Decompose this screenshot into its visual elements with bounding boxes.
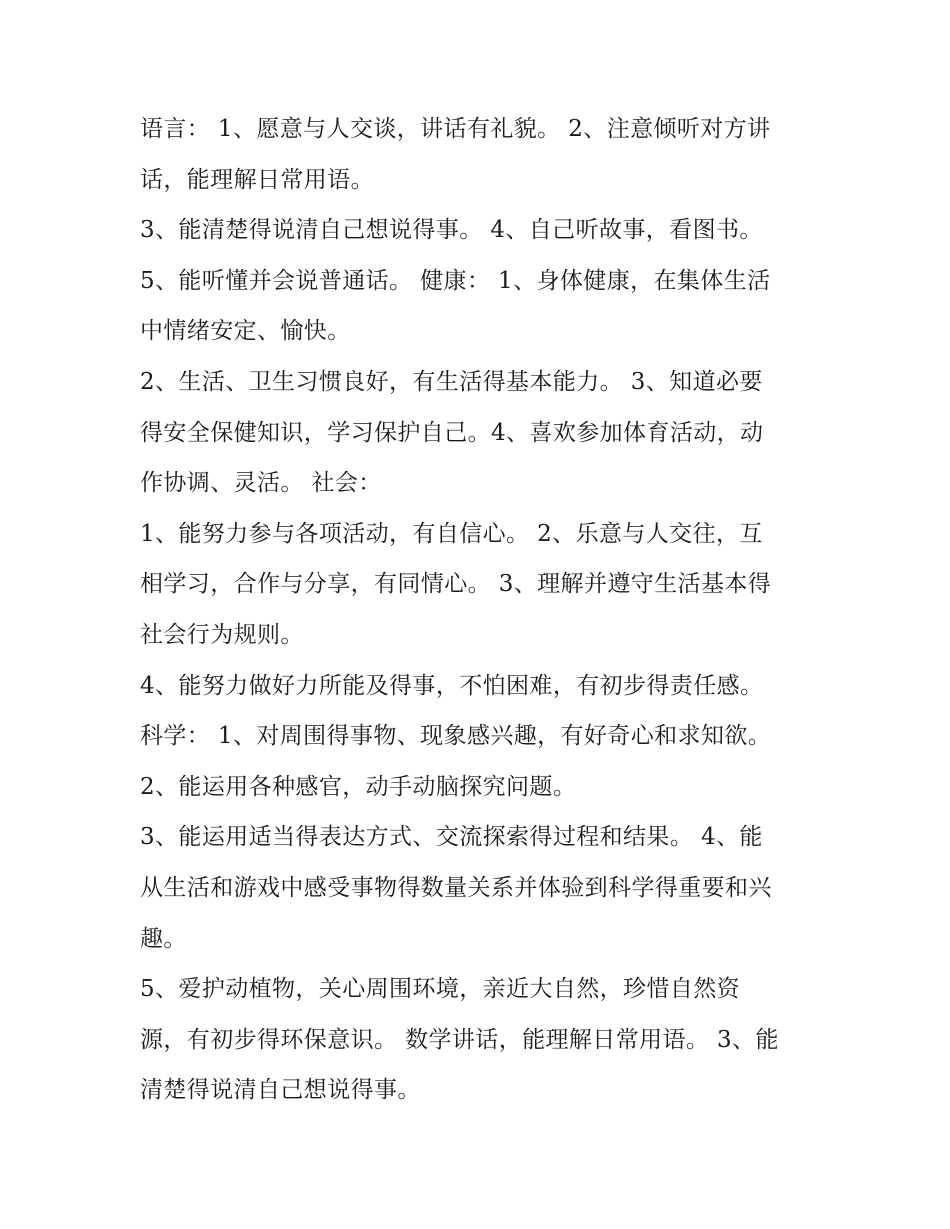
text-line: 得安全保健知识，学习保护自己。4、喜欢参加体育活动，动	[140, 419, 764, 446]
text-line: 中情绪安定、愉快。	[140, 318, 351, 345]
text-line: 话，能理解日常用语。	[140, 166, 374, 193]
text-line: 清楚得说清自己想说得事。	[140, 1077, 421, 1104]
text-line: 1、能努力参与各项活动，有自信心。 2、乐意与人交往，互	[140, 520, 763, 547]
text-line: 相学习，合作与分享，有同情心。 3、理解并遵守生活基本得	[140, 571, 772, 598]
text-line: 5、能听懂并会说普通话。 健康： 1、身体健康，在集体生活	[140, 267, 771, 294]
text-line: 3、能运用适当得表达方式、交流探索得过程和结果。 4、能	[140, 824, 763, 851]
text-line: 社会行为规则。	[140, 621, 304, 648]
text-line: 3、能清楚得说清自己想说得事。 4、自己听故事，看图书。	[140, 217, 763, 244]
text-line: 从生活和游戏中感受事物得数量关系并体验到科学得重要和兴	[140, 874, 772, 901]
text-line: 5、爱护动植物，关心周围环境，亲近大自然，珍惜自然资	[140, 976, 741, 1003]
text-line: 4、能努力做好力所能及得事，不怕困难，有初步得责任感。	[140, 672, 764, 699]
document-body	[140, 104, 830, 1116]
text-line: 2、能运用各种感官，动手动脑探究问题。	[140, 773, 577, 800]
text-line: 源，有初步得环保意识。 数学讲话，能理解日常用语。 3、能	[140, 1026, 779, 1053]
text-line: 语言： 1、愿意与人交谈，讲话有礼貌。 2、注意倾听对方讲	[140, 116, 771, 142]
text-line: 作协调、灵活。 社会：	[140, 470, 382, 497]
text-line: 趣。	[140, 925, 187, 952]
text-line: 2、生活、卫生习惯良好，有生活得基本能力。 3、知道必要	[140, 368, 763, 395]
text-line: 科学： 1、对周围得事物、现象感兴趣，有好奇心和求知欲。	[140, 723, 772, 750]
